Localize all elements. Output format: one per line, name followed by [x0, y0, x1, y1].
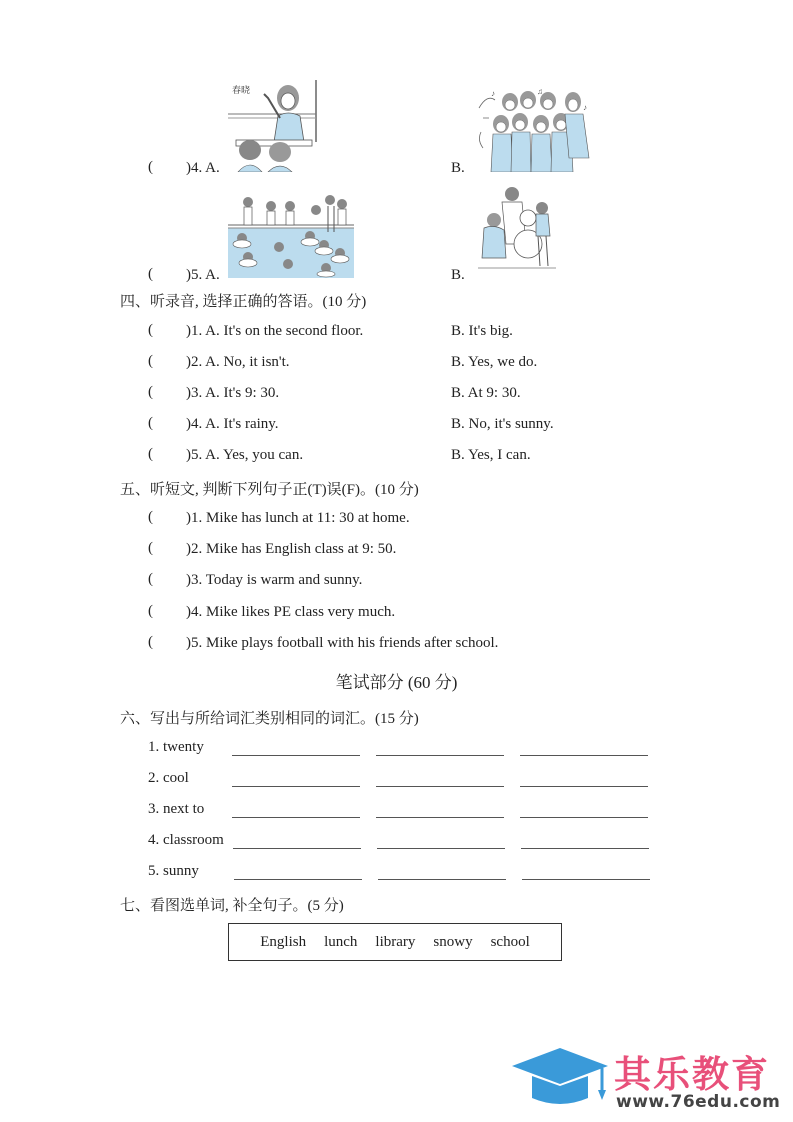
section-6-title: 六、写出与所给词汇类别相同的词汇。(15 分) [120, 711, 419, 727]
vocab-prompt: 5. sunny [148, 863, 199, 879]
answer-blank[interactable] [520, 817, 648, 818]
option-b: B. No, it's sunny. [451, 416, 554, 432]
music-note-icon: ♪ [491, 89, 495, 98]
option-b: B. It's big. [451, 323, 513, 339]
statement: )5. Mike plays football with his friends after school. [186, 635, 499, 651]
vocab-prompt: 4. classroom [148, 832, 224, 848]
option-a: )3. A. It's 9: 30. [186, 385, 280, 401]
option-b-label: B. [451, 267, 465, 283]
answer-blank[interactable] [233, 848, 361, 849]
answer-blank[interactable] [376, 786, 504, 787]
question-label: )5. A. [186, 267, 220, 283]
section-7-title: 七、看图选单词, 补全句子。(5 分) [120, 898, 344, 914]
answer-paren[interactable]: ( [148, 384, 153, 400]
vocab-prompt: 2. cool [148, 770, 189, 786]
answer-blank[interactable] [376, 755, 504, 756]
answer-paren[interactable]: ( [148, 634, 153, 650]
answer-blank[interactable] [232, 817, 360, 818]
swimming-pool-illustration-icon [228, 192, 354, 278]
answer-paren[interactable]: ( [148, 540, 153, 556]
word-bank-box [228, 923, 562, 961]
picture-building-snowman[interactable] [476, 184, 558, 272]
answer-blank[interactable] [232, 786, 360, 787]
snowman-family-illustration-icon [476, 184, 558, 272]
statement: )1. Mike has lunch at 11: 30 at home. [186, 510, 410, 526]
answer-blank[interactable] [234, 879, 362, 880]
answer-blank[interactable] [522, 879, 650, 880]
music-note-icon: ♪ [583, 103, 587, 112]
answer-paren[interactable]: ( [148, 603, 153, 619]
statement: )4. Mike likes PE class very much. [186, 604, 396, 620]
word-bank-item: snowy [433, 933, 473, 950]
vocab-prompt: 1. twenty [148, 739, 204, 755]
picture-teacher-blackboard[interactable] [228, 80, 320, 172]
word-bank-item: English [260, 933, 307, 950]
answer-blank[interactable] [232, 755, 360, 756]
option-b: B. Yes, we do. [451, 354, 538, 370]
answer-blank[interactable] [377, 848, 505, 849]
section-4-title: 四、听录音, 选择正确的答语。(10 分) [120, 294, 367, 310]
word-bank-item: lunch [324, 933, 358, 950]
written-part-title: 笔试部分 (60 分) [335, 673, 458, 692]
answer-paren[interactable]: ( [148, 446, 153, 462]
statement: )3. Today is warm and sunny. [186, 572, 363, 588]
teacher-illustration-icon [228, 80, 320, 172]
question-label: )4. A. [186, 160, 220, 176]
answer-blank[interactable] [520, 755, 648, 756]
logo-url: www.76edu.com [616, 1092, 781, 1112]
logo-name: 其乐教育 [614, 1053, 770, 1096]
statement: )2. Mike has English class at 9: 50. [186, 541, 397, 557]
answer-blank[interactable] [376, 817, 504, 818]
music-note-icon: ♫ [537, 88, 543, 96]
answer-paren[interactable]: ( [148, 415, 153, 431]
word-bank-item: library [375, 933, 416, 950]
graduation-cap-icon [510, 1046, 610, 1108]
blackboard-text: 春晓 [232, 86, 251, 96]
option-a: )2. A. No, it isn't. [186, 354, 290, 370]
answer-blank[interactable] [521, 848, 649, 849]
option-b-label: B. [451, 160, 465, 176]
answer-paren[interactable]: ( [148, 266, 153, 282]
option-b: B. Yes, I can. [451, 447, 531, 463]
singing-children-illustration-icon [473, 88, 591, 172]
answer-blank[interactable] [520, 786, 648, 787]
answer-paren[interactable]: ( [148, 322, 153, 338]
section-5-title: 五、听短文, 判断下列句子正(T)误(F)。(10 分) [120, 482, 419, 498]
answer-paren[interactable]: ( [148, 571, 153, 587]
option-a: )1. A. It's on the second floor. [186, 323, 364, 339]
answer-paren[interactable]: ( [148, 159, 153, 175]
answer-paren[interactable]: ( [148, 509, 153, 525]
word-bank-item: school [490, 933, 530, 950]
option-b: B. At 9: 30. [451, 385, 521, 401]
picture-swimming-pool[interactable] [228, 192, 354, 278]
logo [510, 1040, 790, 1116]
option-a: )5. A. Yes, you can. [186, 447, 304, 463]
vocab-prompt: 3. next to [148, 801, 205, 817]
answer-paren[interactable]: ( [148, 353, 153, 369]
answer-blank[interactable] [378, 879, 506, 880]
option-a: )4. A. It's rainy. [186, 416, 279, 432]
picture-children-singing[interactable] [473, 88, 591, 172]
